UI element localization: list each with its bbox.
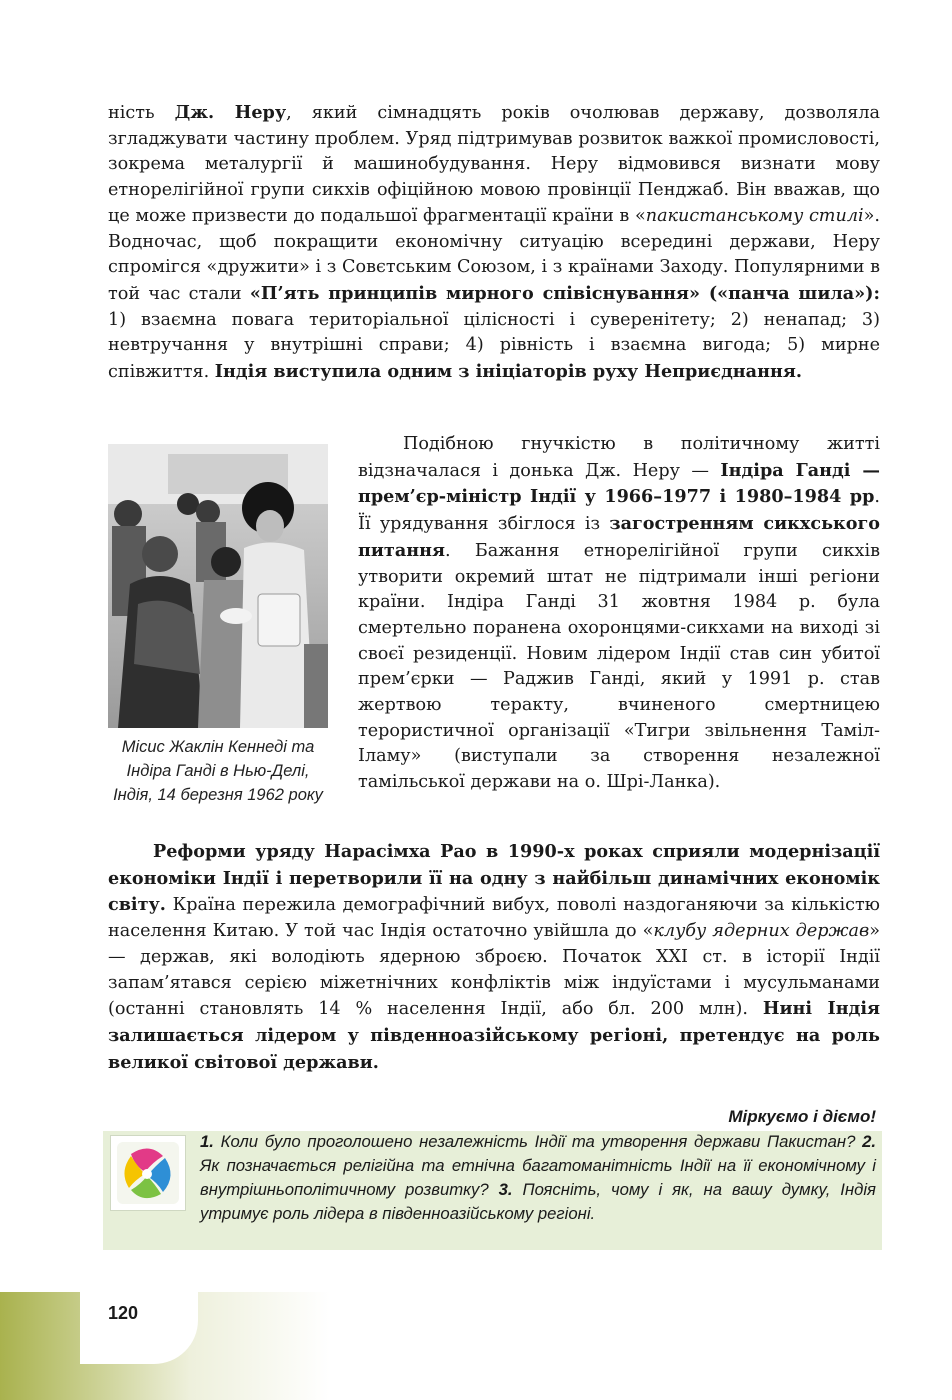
photo-caption: Місис Жаклін Кеннеді та Індіра Ганді в Нью-Делі, Індія, 14 березня 1962 року — [113, 738, 323, 804]
page-number: 120 — [108, 1303, 139, 1323]
think-act-questions: 1. Коли було проголошено незалежність Індії та утворення держави Пакистан? 2. Як позначається релігійна та етнічна багатоманітність Індії на її економічному і внутрішньополітичному розвитку? 3. Поясніть, чому і як, на вашу думку, Індія утримує роль лідера в південноазійському регіоні. — [200, 1132, 876, 1223]
photo-kennedy-gandhi — [108, 444, 328, 728]
paragraph-rao-reforms: Реформи уряду Нарасімха Рао в 1990-х роках сприяли модернізації економіки Індії і перетворили її на одну з найбільш динамічних економік світу. Країна пережила демографічний вибух, поволі наздоганяючи за кількістю населення Китаю. У той час Індія остаточно увійшла до «клубу ядерних держав» — держав, які володіють ядерною зброєю. Початок XXI ст. в історії Індії запам’ятався серією міжетнічних конфліктів між індуїстами і мусульманами (останні становлять 14 % населення Індії, або бл. 200 млн). Нині Індія залишається лідером у південноазійському регіоні, претендує на роль великої світової держави. — [108, 841, 881, 1073]
page-number-tab — [80, 1292, 198, 1364]
paragraph-indira-gandhi: Подібною гнучкістю в політичному житті відзначалася і донька Дж. Неру — Індіра Ганді — прем’єр-міністр Індії у 1966–1977 і 1980–1984 рр. Її урядування збіглося із загостренням сикхського питання. Бажання етнорелігійної групи сикхів утворити окремий штат не підтримали інші регіони країни. Індіра Ганді 31 жовтня 1984 р. була смертельно поранена охоронцями-сикхами на виході зі своєї резиденції. Новим лідером Індії став син убитої прем’єрки — Раджив Ганді, який у 1991 р. став жертвою теракту, вчиненого смертницею терористичної організації «Тигри звільнення Таміл-Іламу» (виступали за створення незалежної тамільської держави на о. Шрі-Ланка). — [358, 434, 881, 793]
paragraph-nehru: ність Дж. Неру, який сімнадцять років очолював державу, дозволяла згладжувати частину проблем. Уряд підтримував розвиток важкої промисловості, зокрема металургії й машинобудування. Неру відмовився визнати мову етнорелігійної групи сикхів офіційною мовою провінції Пенджаб. Він вважав, що це може призвести до подальшої фрагментації країни в «пакистанському стилі». Водночас, щоб покращити економічну ситуацію всередині держави, Неру спромігся «дружити» і з Совєтським Союзом, і з країнами Заходу. Популярними в той час стали «П’ять принципів мирного співіснування» («панча шила»): 1) взаємна повага територіальної цілісності і суверенітету; 2) ненапад; 3) невтручання у внутрішні справи; 4) рівність і взаємна вигода; 5) мирне співжиття. Індія виступила одним з ініціаторів руху Неприєднання. — [108, 102, 881, 383]
think-act-heading: Міркуємо і діємо! — [728, 1107, 876, 1126]
photo-illustration — [108, 444, 328, 728]
hands-icon — [110, 1135, 186, 1211]
